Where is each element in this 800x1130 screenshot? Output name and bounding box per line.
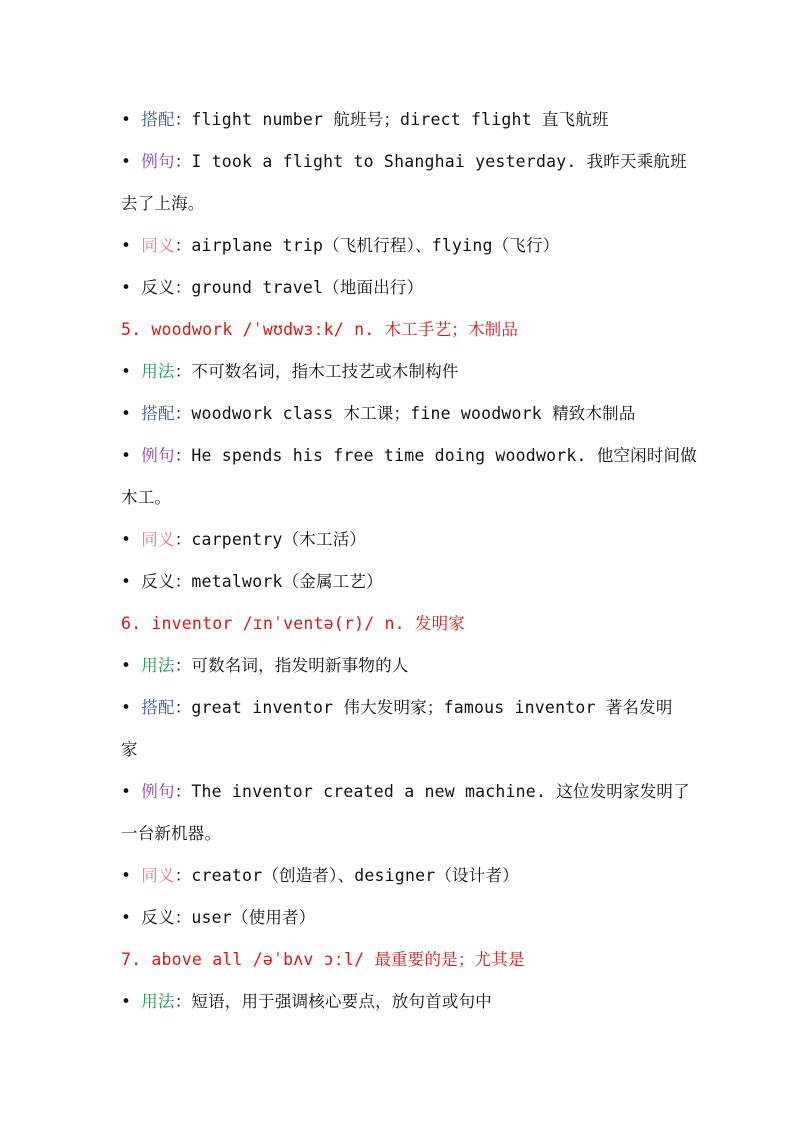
line-text: 去了上海。 xyxy=(121,194,205,213)
line-text: 木工。 xyxy=(121,488,172,507)
antonym-line xyxy=(121,572,691,592)
bullet: • xyxy=(121,656,132,675)
synonym-line xyxy=(121,530,691,550)
collocation-label: 搭配 xyxy=(141,110,175,129)
example-line xyxy=(121,446,697,466)
synonym-label: 同义 xyxy=(141,530,175,549)
example-line-continued xyxy=(121,824,691,844)
line-text: ：metalwork（金属工艺） xyxy=(174,572,383,591)
usage-label: 用法 xyxy=(141,656,175,675)
synonym-label: 同义 xyxy=(141,866,175,885)
bullet: • xyxy=(121,866,132,885)
line-text: ：great inventor 伟大发明家；famous inventor 著名发明 xyxy=(174,698,673,717)
line-text: 一台新机器。 xyxy=(121,824,222,843)
collocation-label: 搭配 xyxy=(141,404,175,423)
antonym-label: 反义 xyxy=(141,278,175,297)
example-label: 例句 xyxy=(141,152,175,171)
line-text: ：creator（创造者）、designer（设计者） xyxy=(174,866,519,885)
example-line-continued xyxy=(121,488,691,508)
antonym-label: 反义 xyxy=(141,908,175,927)
bullet: • xyxy=(121,992,132,1011)
line-text: ：The inventor created a new machine. 这位发明家发明了 xyxy=(174,782,690,801)
bullet: • xyxy=(121,530,132,549)
synonym-line xyxy=(121,866,691,886)
collocation-line-continued xyxy=(121,740,691,760)
line-text: ：carpentry（木工活） xyxy=(174,530,367,549)
line-text: ：flight number 航班号；direct flight 直飞航班 xyxy=(174,110,609,129)
antonym-line xyxy=(121,908,691,928)
bullet: • xyxy=(121,110,132,129)
bullet: • xyxy=(121,404,132,423)
example-line-continued xyxy=(121,194,691,214)
bullet: • xyxy=(121,236,132,255)
example-line xyxy=(121,152,691,172)
line-text: ：user（使用者） xyxy=(174,908,316,927)
line-text: ：ground travel（地面出行） xyxy=(174,278,424,297)
usage-label: 用法 xyxy=(141,992,175,1011)
line-text: ：短语，用于强调核心要点，放句首或句中 xyxy=(174,992,492,1011)
example-label: 例句 xyxy=(141,782,175,801)
bullet: • xyxy=(121,782,132,801)
line-text: ：可数名词，指发明新事物的人 xyxy=(174,656,409,675)
bullet: • xyxy=(121,572,132,591)
line-text: 家 xyxy=(121,740,138,759)
usage-line xyxy=(121,992,691,1012)
line-text: ：airplane trip（飞机行程）、flying（飞行） xyxy=(174,236,560,255)
line-text: ：不可数名词，指木工技艺或木制构件 xyxy=(174,362,459,381)
collocation-line xyxy=(121,110,691,130)
bullet: • xyxy=(121,278,132,297)
antonym-line xyxy=(121,278,691,298)
bullet: • xyxy=(121,362,132,381)
collocation-label: 搭配 xyxy=(141,698,175,717)
bullet: • xyxy=(121,698,132,717)
collocation-line xyxy=(121,404,691,424)
line-text: ：I took a flight to Shanghai yesterday. 我昨天乘航班 xyxy=(174,152,687,171)
bullet: • xyxy=(121,446,132,465)
entry-heading-woodwork: 5. woodwork /ˈwʊdwɜːk/ n. 木工手艺；木制品 xyxy=(121,320,519,339)
synonym-label: 同义 xyxy=(141,236,175,255)
example-line xyxy=(121,782,691,802)
antonym-label: 反义 xyxy=(141,572,175,591)
bullet: • xyxy=(121,152,132,171)
line-text: ：He spends his free time doing woodwork. 他空闲时间做 xyxy=(174,446,697,465)
entry-heading-inventor: 6. inventor /ɪnˈventə(r)/ n. 发明家 xyxy=(121,614,465,633)
synonym-line xyxy=(121,236,691,256)
usage-line xyxy=(121,656,691,676)
collocation-line xyxy=(121,698,691,718)
entry-heading-above-all: 7. above all /əˈbʌv ɔːl/ 最重要的是；尤其是 xyxy=(121,950,525,969)
usage-line xyxy=(121,362,691,382)
usage-label: 用法 xyxy=(141,362,175,381)
example-label: 例句 xyxy=(141,446,175,465)
line-text: ：woodwork class 木工课；fine woodwork 精致木制品 xyxy=(174,404,636,423)
bullet: • xyxy=(121,908,132,927)
